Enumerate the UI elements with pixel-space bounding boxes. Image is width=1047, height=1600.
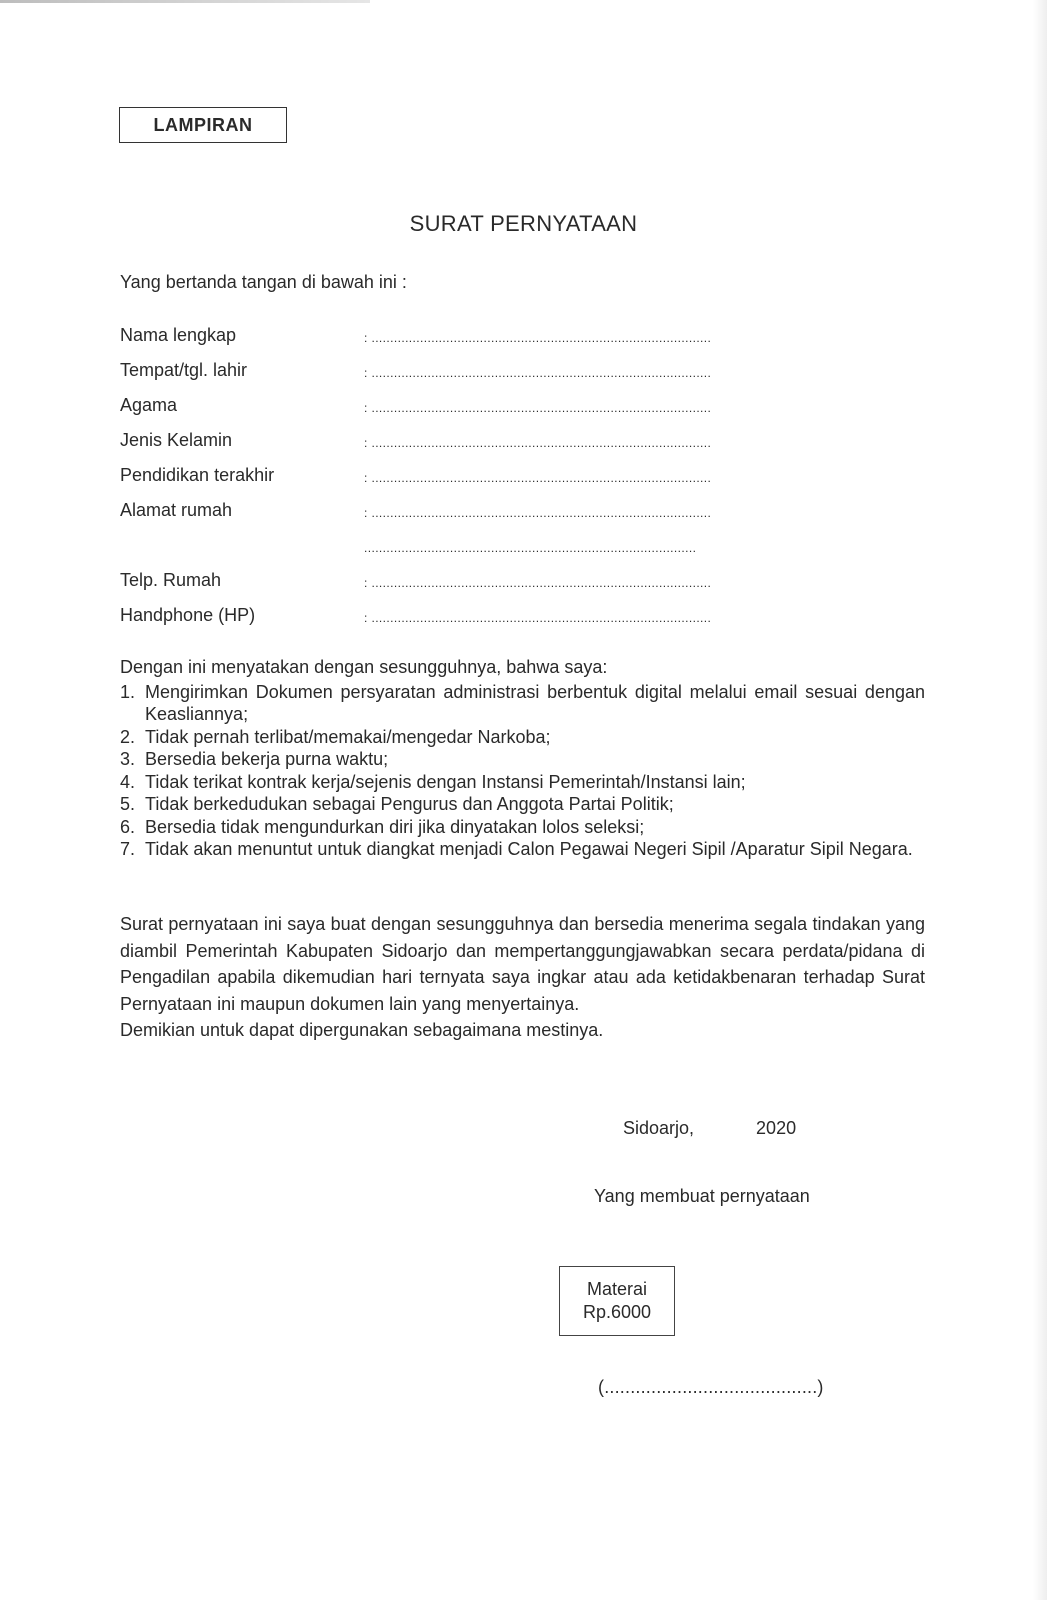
identity-fields: [120, 325, 825, 640]
list-text: Bersedia bekerja purna waktu;: [145, 749, 389, 769]
list-number: 4.: [120, 771, 136, 792]
field-agama: [120, 395, 825, 430]
materai-stamp-box: [559, 1266, 675, 1336]
materai-line-2: Rp.6000: [582, 1302, 652, 1322]
field-blank: : ...........................................................................................: [364, 506, 712, 520]
field-pendidikan-terakhir: [120, 465, 825, 500]
field-alamat-rumah: [120, 500, 825, 535]
field-blank: : ...........................................................................................: [364, 611, 712, 625]
lampiran-label: LAMPIRAN: [153, 114, 253, 135]
list-number: 2.: [120, 726, 136, 747]
list-item: [120, 838, 925, 861]
field-label: Handphone (HP): [120, 605, 256, 625]
list-number: 5.: [120, 794, 136, 814]
field-label: Nama lengkap: [120, 325, 237, 345]
list-text: Tidak terikat kontrak kerja/sejenis dengan Instansi Pemerintah/Instansi lain;: [145, 771, 746, 792]
statement-list: [120, 681, 925, 861]
page-edge-shadow: [1033, 0, 1047, 1600]
list-text: Tidak berkedudukan sebagai Pengurus dan Anggota Partai Politik;: [145, 794, 674, 814]
field-blank: : ...........................................................................................: [364, 471, 712, 485]
list-text: Bersedia tidak mengundurkan diri jika dinyatakan lolos seleksi;: [145, 816, 645, 837]
signature-place: Sidoarjo,: [623, 1118, 695, 1138]
list-item: [120, 771, 925, 794]
list-item: [120, 726, 925, 749]
page-title: SURAT PERNYATAAN: [409, 211, 638, 236]
closing-paragraph: Surat pernyataan ini saya buat dengan sesungguhnya dan bersedia menerima segala tindakan yang diambil Pemerintah Kabupaten Sidoarjo dan mempertanggungjawabkan secara perdata/pidana di Pengadilan apabila dikemudian hari ternyata saya ingkar atau ada ketidakbenaran terhadap Surat Pernyataan ini maupun dokumen lain yang menyertainya.: [120, 914, 925, 1014]
field-blank: : ...........................................................................................: [364, 576, 712, 590]
signature-maker-label: Yang membuat pernyataan: [594, 1186, 810, 1206]
field-blank: : ...........................................................................................: [364, 401, 712, 415]
field-telp-rumah: [120, 570, 825, 605]
list-text: Tidak akan menuntut untuk diangkat menjadi Calon Pegawai Negeri Sipil /Aparatur Sipil Negara.: [145, 839, 913, 859]
field-label: Alamat rumah: [120, 500, 233, 520]
field-blank: : ...........................................................................................: [364, 436, 712, 450]
closing-final-line: Demikian untuk dapat dipergunakan sebagaimana mestinya.: [120, 1020, 604, 1040]
field-blank: .........................................................................................: [364, 541, 697, 555]
field-label: Pendidikan terakhir: [120, 465, 275, 485]
field-nama-lengkap: [120, 325, 825, 360]
list-number: 6.: [120, 816, 136, 837]
materai-line-1: Materai: [586, 1279, 648, 1299]
lampiran-label-box: [119, 107, 287, 143]
field-label: Telp. Rumah: [120, 570, 222, 590]
list-item: [120, 793, 925, 816]
closing-section: [120, 911, 925, 1044]
list-item: [120, 748, 925, 771]
intro-text: Yang bertanda tangan di bawah ini :: [120, 272, 407, 292]
field-handphone: [120, 605, 825, 640]
statement-lead: Dengan ini menyatakan dengan sesungguhnya, bahwa saya:: [120, 657, 608, 677]
list-number: 3.: [120, 749, 136, 769]
signature-name-line: (.........................................): [598, 1377, 824, 1397]
list-number: 7.: [120, 839, 136, 859]
field-blank: : ...........................................................................................: [364, 331, 712, 345]
statement-section: [120, 656, 925, 861]
signature-year: 2020: [756, 1118, 797, 1138]
field-label: Agama: [120, 395, 178, 415]
field-tempat-tgl-lahir: [120, 360, 825, 395]
field-alamat-rumah-continued: [120, 535, 825, 570]
field-jenis-kelamin: [120, 430, 825, 465]
field-label: Tempat/tgl. lahir: [120, 360, 248, 380]
list-text: Mengirimkan Dokumen persyaratan administrasi berbentuk digital melalui email sesuai dengan Keasliannya;: [145, 681, 925, 724]
list-item: [120, 816, 925, 839]
list-number: 1.: [120, 681, 136, 702]
top-edge-rule: [0, 0, 370, 3]
place-date: [623, 1118, 796, 1139]
list-item: [120, 681, 925, 726]
field-label: Jenis Kelamin: [120, 430, 233, 450]
field-blank: : ...........................................................................................: [364, 366, 712, 380]
list-text: Tidak pernah terlibat/memakai/mengedar Narkoba;: [145, 726, 551, 747]
